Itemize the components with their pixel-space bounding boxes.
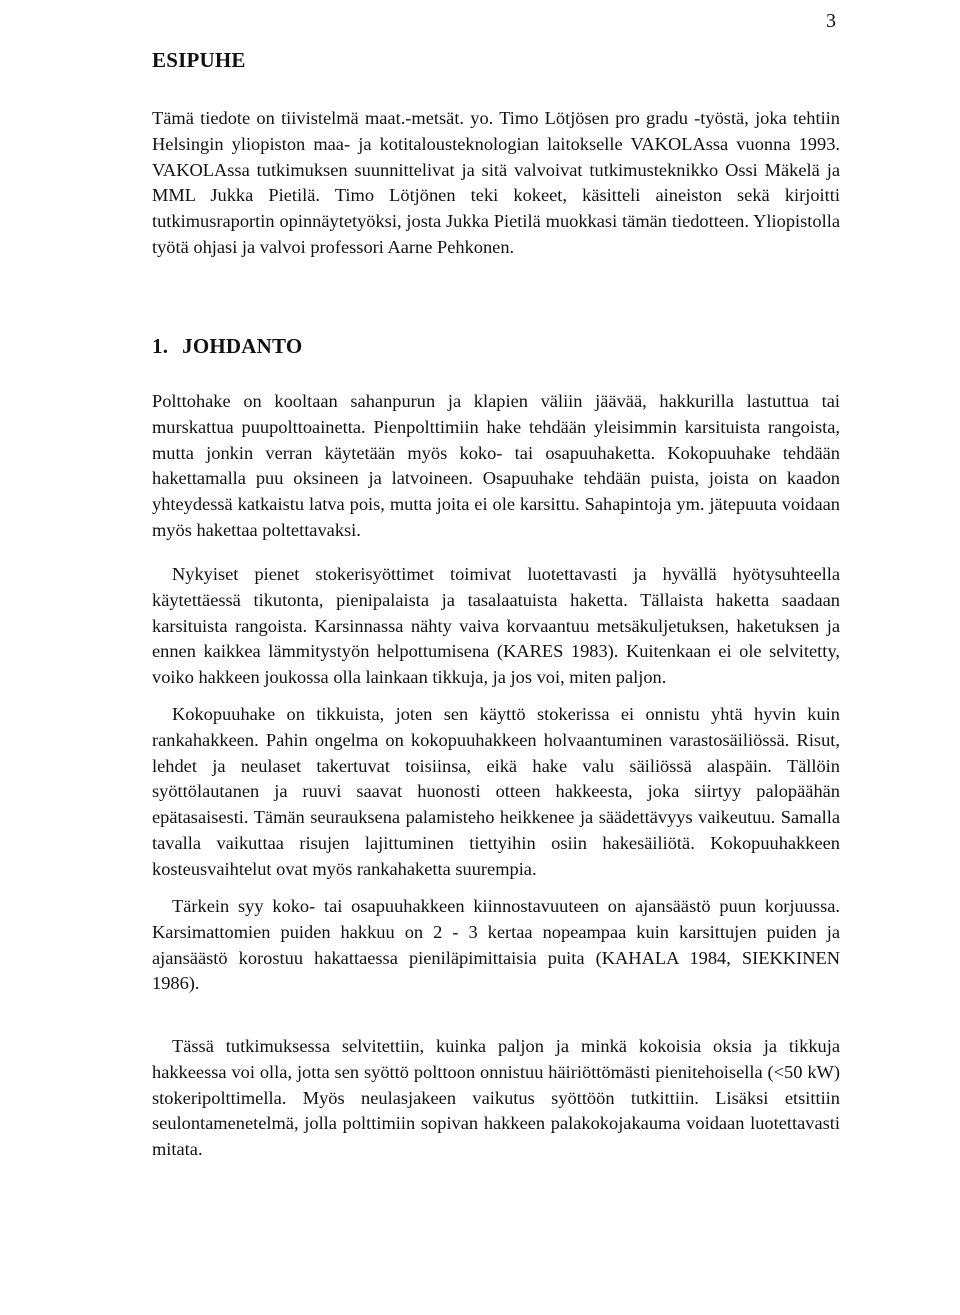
section-title: JOHDANTO — [182, 334, 303, 358]
section-heading-introduction — [152, 334, 302, 359]
intro-paragraph-3: Kokopuuhake on tikkuista, joten sen käyttö stokerissa ei onnistu yhtä hyvin kuin rankahakkeen. Pahin ongelma on kokopuuhakkeen holvaantuminen varastosäiliössä. Risut, lehdet ja neulaset takertuvat toisiinsa, eikä hake valu säiliössä alaspäin. Tällöin syöttölautanen ja ruuvi saavat huonosti otteen hakkeesta, joka siirtyy palopäähän epätasaisesti. Tämän seurauksena palamisteho heikkenee ja säädettävyys vaikeutuu. Samalla tavalla vaikuttaa risujen lajittuminen tiettyihin osiin hakesäiliötä. Kokopuuhakkeen kosteusvaihtelut ovat myös rankahaketta suurempia. — [152, 704, 840, 879]
intro-paragraph-2: Nykyiset pienet stokerisyöttimet toimivat luotettavasti ja hyvällä hyötysuhteella käytettäessä tikutonta, pienipalaista ja tasalaatuista haketta. Tällaista haketta saadaan karsituista rangoista. Karsinnassa nähty vaiva korvaantuu metsäkuljetuksen, haketuksen ja ennen kaikkea lämmitystyön helpottumisena (KARES 1983). Kuitenkaan ei ole selvitetty, voiko hakkeen joukossa olla lainkaan tikkuja, ja jos voi, miten paljon. — [152, 564, 840, 688]
preface-heading: ESIPUHE — [152, 48, 246, 72]
page-number: 3 — [826, 10, 836, 32]
intro-paragraph-4: Tärkein syy koko- tai osapuuhakkeen kiinnostavuuteen on ajansäästö puun korjuussa. Karsimattomien puiden hakkuu on 2 - 3 kertaa nopeampaa kuin karsittujen puiden ja ajansäästö korostuu hakattaessa pieniläpimittaisia puita (KAHALA 1984, SIEKKINEN 1986). — [152, 896, 840, 994]
section-number: 1. — [152, 334, 169, 358]
intro-paragraph-1: Polttohake on kooltaan sahanpurun ja klapien väliin jäävää, hakkurilla lastuttua tai murskattua puupolttoainetta. Pienpolttimiin hake tehdään yleisimmin karsituista rangoista, mutta jonkin verran käytetään myös koko- tai osapuuhaketta. Kokopuuhake tehdään hakettamalla puu oksineen ja latvoineen. Osapuuhake tehdään puista, joista on kaadon yhteydessä katkaistu latva pois, mutta joita ei ole karsittu. Sahapintoja ym. jätepuuta voidaan myös hakettaa poltettavaksi. — [152, 391, 840, 540]
preface-paragraph: Tämä tiedote on tiivistelmä maat.-metsät. yo. Timo Lötjösen pro gradu -työstä, joka tehtiin Helsingin yliopiston maa- ja kotitalousteknologian laitokselle VAKOLAssa vuonna 1993. VAKOLAssa tutkimuksen suunnittelivat ja sitä valvoivat tutkimusteknikko Ossi Mäkelä ja MML Jukka Pietilä. Timo Lötjönen teki kokeet, käsitteli aineiston sekä kirjoitti tutkimusraportin opinnäytetyöksi, josta Jukka Pietilä muokkasi tämän tiedotteen. Yliopistolla työtä ohjasi ja valvoi professori Aarne Pehkonen. — [152, 108, 840, 257]
intro-paragraph-5: Tässä tutkimuksessa selvitettiin, kuinka paljon ja minkä kokoisia oksia ja tikkuja hakkeessa voi olla, jotta sen syöttö polttoon onnistuu häiriöttömästi pienitehoisella (<50 kW) stokeripolttimella. Myös neulasjakeen vaikutus syöttöön tutkittiin. Lisäksi etsittiin seulontamenetelmä, jolla polttimiin sopivan hakkeen palakokojakauma voidaan luotettavasti mitata. — [152, 1036, 840, 1160]
